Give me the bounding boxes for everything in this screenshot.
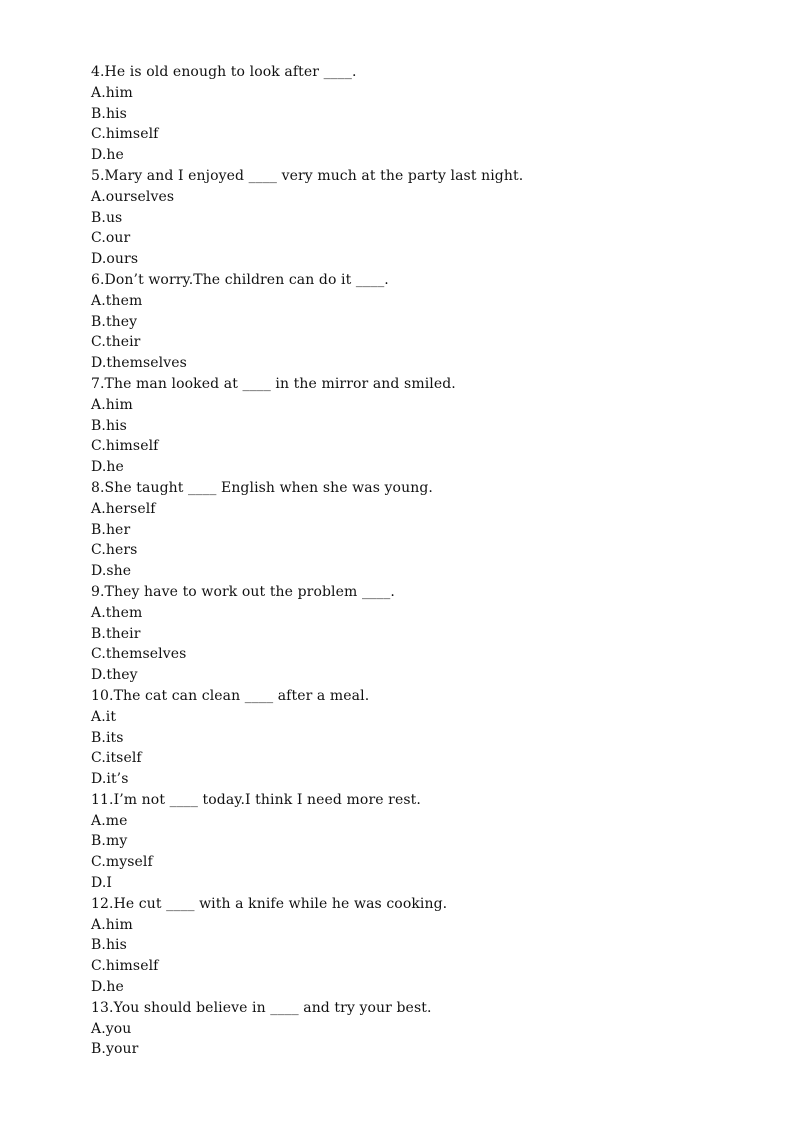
option-d: D.he	[91, 459, 124, 476]
option-d: D.ours	[91, 251, 139, 268]
option-a: A.me	[91, 812, 128, 829]
option-a: A.them	[91, 292, 143, 309]
option-c: C.their	[91, 334, 141, 351]
option-d: D.they	[91, 667, 138, 684]
option-c: C.himself	[91, 438, 159, 455]
question-block-8	[91, 478, 771, 582]
option-b: B.his	[91, 417, 127, 434]
option-c: C.himself	[91, 958, 159, 975]
question-block-12	[91, 894, 771, 998]
question-text: 12.He cut ____ with a knife while he was cooking.	[91, 895, 448, 912]
option-a: A.it	[91, 708, 117, 725]
option-a: A.him	[91, 84, 133, 101]
option-b: B.its	[91, 729, 124, 746]
option-c: C.hers	[91, 542, 138, 559]
option-b: B.they	[91, 313, 138, 330]
question-text: 4.He is old enough to look after ____.	[91, 64, 357, 80]
question-block-11	[91, 790, 771, 894]
option-d: D.he	[91, 147, 124, 164]
option-b: B.her	[91, 521, 131, 538]
question-block-6	[91, 270, 771, 374]
option-c: C.myself	[91, 854, 153, 871]
option-b: B.his	[91, 105, 127, 122]
option-a: A.you	[91, 1020, 132, 1037]
question-block-9	[91, 582, 771, 686]
question-text: 9.They have to work out the problem ____.	[91, 583, 395, 600]
option-c: C.themselves	[91, 646, 187, 663]
question-text: 8.She taught ____ English when she was young.	[91, 479, 433, 496]
exercise-page	[91, 62, 771, 1060]
option-b: B.their	[91, 625, 141, 642]
question-text: 5.Mary and I enjoyed ____ very much at the party last night.	[91, 167, 524, 184]
option-a: A.herself	[91, 500, 156, 517]
question-text: 6.Don’t worry.The children can do it ____.	[91, 271, 389, 288]
option-b: B.my	[91, 833, 128, 850]
option-b: B.us	[91, 209, 123, 226]
option-d: D.it’s	[91, 771, 129, 788]
option-a: A.him	[91, 916, 133, 933]
question-block-7	[91, 374, 771, 478]
option-d: D.she	[91, 563, 132, 580]
option-a: A.ourselves	[91, 188, 175, 205]
question-block-5	[91, 166, 771, 270]
option-d: D.I	[91, 875, 113, 892]
question-block-10	[91, 686, 771, 790]
option-a: A.him	[91, 396, 133, 413]
option-c: C.himself	[91, 126, 159, 143]
question-block-13	[91, 998, 771, 1060]
option-d: D.themselves	[91, 355, 187, 372]
option-a: A.them	[91, 604, 143, 621]
option-b: B.your	[91, 1041, 139, 1058]
question-text: 10.The cat can clean ____ after a meal.	[91, 687, 370, 704]
question-text: 13.You should believe in ____ and try your best.	[91, 999, 432, 1016]
option-c: C.itself	[91, 750, 142, 767]
question-block-4	[91, 62, 771, 166]
option-c: C.our	[91, 230, 131, 247]
option-d: D.he	[91, 979, 124, 996]
question-text: 7.The man looked at ____ in the mirror and smiled.	[91, 375, 456, 392]
question-text: 11.I’m not ____ today.I think I need more rest.	[91, 791, 421, 808]
option-b: B.his	[91, 937, 127, 954]
